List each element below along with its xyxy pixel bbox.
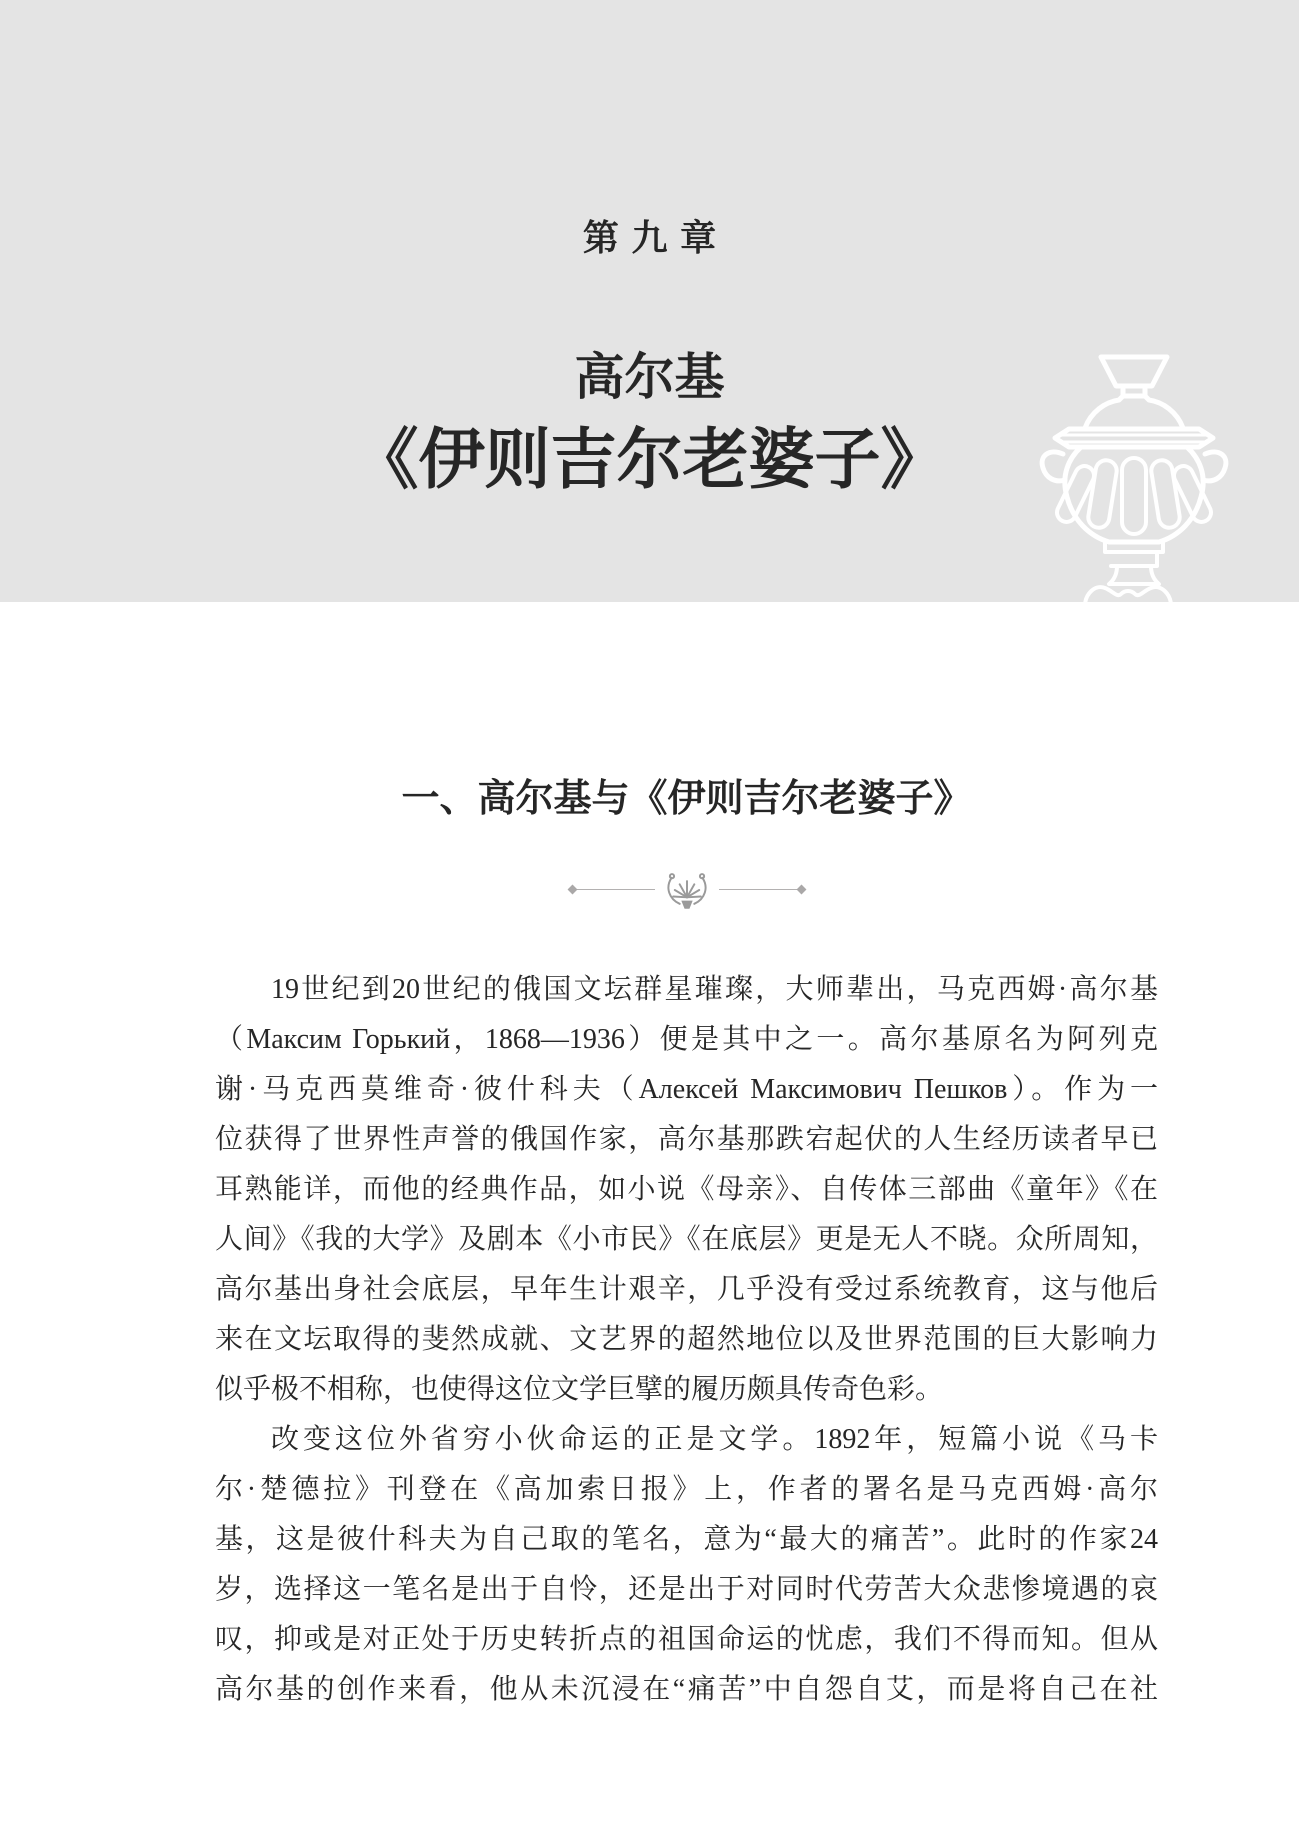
text-line: 叹，抑或是对正处于历史转折点的祖国命运的忧虑，我们不得而知。但从 xyxy=(215,1623,1158,1655)
body-text xyxy=(215,965,1158,1715)
text-line: 位获得了世界性声誉的俄国作家，高尔基那跌宕起伏的人生经历读者早已 xyxy=(215,1123,1158,1155)
diamond-end-icon xyxy=(796,885,806,895)
text-line: 基，这是彼什科夫为自己取的笔名，意为“最大的痛苦”。此时的作家24 xyxy=(215,1523,1158,1555)
text-line: 高尔基的创作来看，他从未沉浸在“痛苦”中自怨自艾，而是将自己在社 xyxy=(215,1673,1158,1705)
paragraph xyxy=(215,965,1158,1415)
text-line: 来在文坛取得的斐然成就、文艺界的超然地位以及世界范围的巨大影响力 xyxy=(215,1323,1158,1355)
section-heading: 一、高尔基与《伊则吉尔老婆子》 xyxy=(401,778,972,820)
text-line: 耳熟能详，而他的经典作品，如小说《母亲》、自传体三部曲《童年》《在 xyxy=(215,1173,1158,1205)
chapter-work-title: 《伊则吉尔老婆子》 xyxy=(352,424,947,497)
samovar-icon xyxy=(1019,352,1241,602)
text-line: 谢·马克西莫维奇·彼什科夫（Алексей Максимович Пешков）。作为一 xyxy=(215,1073,1158,1105)
text-line: 人间》《我的大学》及剧本《小市民》《在底层》更是无人不晓。众所周知， xyxy=(215,1223,1158,1255)
text-line: 改变这位外省穷小伙命运的正是文学。1892年，短篇小说《马卡 xyxy=(271,1423,1158,1455)
floral-ornament-icon xyxy=(661,868,713,912)
text-line: 似乎极不相称，也使得这位文学巨擘的履历颇具传奇色彩。 xyxy=(215,1373,944,1405)
chapter-header-band xyxy=(0,0,1299,602)
text-line: 高尔基出身社会底层，早年生计艰辛，几乎没有受过系统教育，这与他后 xyxy=(215,1273,1158,1305)
divider-line xyxy=(719,889,798,891)
text-line: 19世纪到20世纪的俄国文坛群星璀璨，大师辈出，马克西姆·高尔基 xyxy=(271,973,1158,1005)
text-line: （Максим Горький，1868—1936）便是其中之一。高尔基原名为阿列克 xyxy=(215,1023,1158,1055)
paragraph xyxy=(215,1415,1158,1715)
page-content xyxy=(215,602,1158,1715)
section-divider xyxy=(569,868,805,912)
text-line: 岁，选择这一笔名是出于自怜，还是出于对同时代劳苦大众悲惨境遇的哀 xyxy=(215,1573,1158,1605)
diamond-end-icon xyxy=(567,885,577,895)
chapter-author: 高尔基 xyxy=(574,349,725,405)
text-line: 尔·楚德拉》刊登在《高加索日报》上，作者的署名是马克西姆·高尔 xyxy=(215,1473,1158,1505)
divider-line xyxy=(576,889,655,891)
chapter-number: 第九章 xyxy=(582,218,729,258)
